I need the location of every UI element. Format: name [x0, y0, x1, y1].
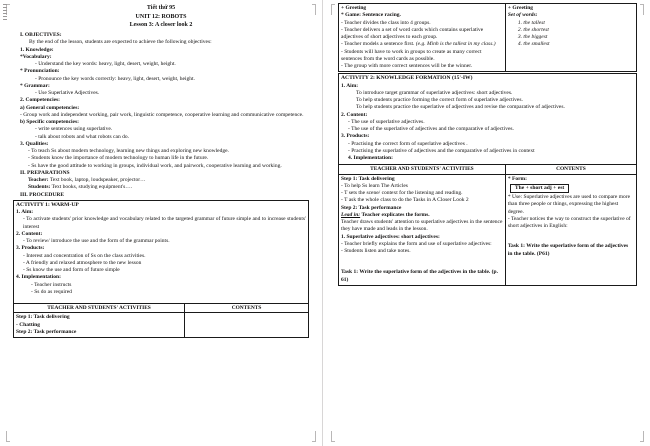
activity-2-content-item-0: - The use of superlative adjectives.	[348, 118, 425, 125]
preparations-teacher-value: Text book, laptop, loudspeaker, projector…	[49, 177, 146, 184]
activity-1-continued-row	[339, 4, 637, 72]
grammar-item: - Use Superlative Adjectives.	[35, 90, 100, 97]
activity-1-title: ACTIVITY 1: WARM-UP	[16, 201, 79, 208]
activity-2-implementation-heading: 4. Implementation:	[348, 155, 393, 162]
continued-model-example: (e.g. Minh is the tallest in my class.)	[415, 41, 496, 48]
continued-game: * Game: Sentence racing.	[341, 12, 401, 19]
registration-dots	[3, 4, 7, 20]
word-item-3: 4. the smallest	[517, 41, 550, 48]
use-text: * Use: Superlative adjectives are used to compare more than three people or things, expressing the highest degree.	[507, 194, 631, 215]
form-box-wrapper	[508, 183, 634, 194]
activity-1-products-item-0: - Interest and concentration of Ss on the class activities.	[23, 252, 146, 259]
activity-1-products-item-1: - A friendly and relaxed atmosphere to the new lesson	[23, 259, 142, 266]
doc-header-line-1: Tiết thứ 95	[146, 5, 176, 11]
activity-2-aim-heading: 1. Aim:	[341, 82, 359, 89]
activity-1-contents-cell	[185, 313, 309, 338]
activity-1-box	[13, 200, 309, 303]
grammar-heading: * Grammar:	[20, 82, 50, 89]
notice-text: - Teacher notices the way to construct the superlative of short adjectives in English:	[507, 215, 631, 230]
activity-2-box	[338, 73, 637, 164]
activity-1-aim-heading: 1. Aim:	[16, 209, 34, 216]
page-right-sheet	[335, 0, 640, 446]
activity-2-lead-in-text: Teacher explicates the forms.	[361, 211, 430, 218]
activity-2-col-activities-header: TEACHER AND STUDENTS' ACTIVITIES	[339, 165, 506, 174]
word-item-1: 2. the shortest	[517, 26, 549, 33]
activity-1-table-header-row	[14, 304, 309, 313]
activity-1-implementation-heading: 4. Implementation:	[16, 274, 61, 281]
page-left-sheet	[10, 0, 312, 446]
activity-2-col-contents-header: CONTENTS	[505, 165, 636, 174]
qualities-item-1: - Students know the importance of modern technology to human life in the future.	[28, 155, 209, 162]
qualities-item-0: - To teach Ss about modern technology, learning new things and exploring new knowledge.	[28, 148, 229, 155]
word-item-2: 3. the biggest	[517, 34, 548, 40]
preparations-students-label: Students:	[28, 184, 51, 191]
pronunciation-heading: * Pronunciation:	[20, 68, 60, 75]
activity-2-step-1: Step 1: Task delivering	[341, 175, 395, 182]
form-box: The + short adj + est	[510, 184, 569, 193]
activity-2-products-item-0: - Practising the correct form of superlative adjectives .	[348, 140, 468, 147]
activity-2-table-header-row	[339, 165, 637, 174]
continued-line-2-text: - Teacher models a sentence first.	[341, 41, 416, 48]
activity-1-col-contents-header: CONTENTS	[185, 304, 309, 313]
continued-line-3: - Students will have to work in groups to create as many correct sentences from the word cards as possible.	[341, 48, 482, 62]
vocabulary-heading: *Vocabulary:	[20, 53, 52, 60]
specific-competencies-item-0: - write sentences using superlative.	[35, 126, 113, 133]
activity-2-lead-in	[341, 212, 503, 219]
activity-2-lead-in-label: Lead in:	[341, 211, 361, 218]
continued-line-2	[341, 41, 503, 48]
set-of-words-list	[508, 20, 634, 49]
preparations-students	[13, 184, 309, 191]
activity-2-step-1-item-0: - To help Ss learn The Articles	[341, 182, 408, 189]
competencies-heading: 2. Competencies:	[20, 97, 61, 104]
page-left	[0, 0, 322, 446]
activity-2-aim-item-0: To introduce target grammar of superlative adjectives: short adjectives.	[356, 89, 513, 96]
activity-2-task-1-contents: Task 1: Write the superlative form of the adjectives in the table. (P61)	[507, 243, 629, 257]
activity-1-implementation-item-1: - Ss do as required	[31, 288, 72, 295]
activity-1-implementation-item-0: - Teacher instructs	[31, 281, 72, 288]
activity-2-aim-item-1: To help students practice forming the correct form of superlative adjectives.	[356, 97, 523, 104]
continued-greeting: + Greeting	[341, 5, 367, 11]
preparations-students-value: Text books, studying equipment's….	[51, 184, 133, 191]
qualities-item-2: - Ss have the good attitude to working in groups, individual work, and pairwork, cooperative learning and working.	[28, 162, 282, 169]
continued-line-1: - Teacher delivers a set of word cards which contains superlative adjectives of short adjectives to each group.	[341, 26, 484, 40]
continued-line-0: - Teacher divides the class into 4 groups.	[341, 19, 431, 26]
activity-2-table-row	[339, 174, 637, 285]
pronunciation-item: - Pronounce the key words correctly: heavy, light, desert, weight, height.	[35, 75, 195, 82]
activity-1-continued-table	[338, 3, 637, 72]
activity-1-chatting: - Chatting	[16, 321, 40, 328]
continued-line-4: - The group with more correct sentences will be the winner.	[341, 63, 473, 69]
activity-2-aim-item-2: To help students practice the superlative of adjectives and revise the comparative of adjectives.	[356, 104, 565, 111]
activity-2-step-2: Step 2: Task performance	[341, 204, 402, 211]
page-right-body	[335, 0, 640, 286]
activity-2-point-1-item-0: - Teacher briefly explains the form and use of superlative adjectives:	[341, 240, 492, 247]
activity-2-title: ACTIVITY 2: KNOWLEDGE FORMATION (15'-IW)	[341, 75, 473, 82]
qualities-heading: 3. Qualities:	[20, 140, 49, 147]
knowledge-heading: 1. Knowledge:	[20, 46, 54, 53]
activity-2-content-item-1: - The use of the superlative of adjectives and the comparative of adjectives.	[348, 126, 514, 133]
activity-1-step-2: Step 2: Task performance	[16, 328, 77, 335]
general-competencies-heading: a) General competencies:	[20, 104, 80, 111]
word-item-0: 1. the tallest	[517, 19, 545, 26]
doc-header-line-3: Lesson 3: A closer look 2	[129, 22, 193, 29]
preparations-teacher	[13, 177, 309, 184]
activity-1-activities-cell	[14, 313, 185, 338]
activity-1-products-heading: 3. Products:	[16, 245, 45, 252]
activity-1-continued-contents-cell	[505, 4, 636, 72]
set-of-words-label: Set of words:	[507, 12, 538, 19]
activity-1-aim-item: - To activate students' prior knowledge and vocabulary related to the targeted grammar of future simple and to increase students' interest	[23, 216, 306, 230]
activity-1-content-heading: 2. Content:	[16, 230, 43, 237]
activity-1-products-item-2: - Ss know the use and form of future simple	[23, 267, 120, 274]
activity-1-content-item: - To review/ introduce the use and the form of the grammar points.	[23, 238, 170, 245]
activity-1-col-activities-header: TEACHER AND STUDENTS' ACTIVITIES	[14, 304, 185, 313]
activity-2-task-1-activities: Task 1: Write the superlative form of the adjectives in the table. (p. 61)	[341, 269, 498, 283]
activity-2-content-heading: 2. Content:	[341, 111, 368, 118]
page-left-body	[10, 0, 312, 338]
form-label: * Form:	[507, 175, 527, 182]
objectives-intro: By the end of the lesson, students are expected to achieve the following objectives:	[29, 39, 212, 46]
activity-2-lead-in-body: Teacher draws students' attention to superlative adjectives in the sentence they have made and leads in the lesson.	[341, 219, 503, 233]
objectives-heading: I. OBJECTIVES:	[20, 32, 62, 39]
activity-1-table	[13, 303, 309, 338]
activity-2-products-heading: 3. Products:	[341, 133, 370, 140]
activity-2-step-1-item-1: - T sets the scene/ context for the listening and reading.	[341, 190, 463, 196]
specific-competencies-heading: b) Specific competencies:	[20, 119, 79, 126]
activity-2-point-1-heading: 1. Superlative adjectives: short adjectives:	[341, 233, 440, 240]
continued-contents-greeting: + Greeting	[507, 5, 534, 11]
activity-2-contents-cell	[505, 174, 636, 285]
preparations-heading: II. PREPARATIONS	[20, 169, 70, 176]
preparations-teacher-label: Teacher:	[28, 177, 49, 184]
activity-2-products-item-1: - Practising the superlative of adjectives and the comparative of adjectives in context	[348, 147, 535, 154]
specific-competencies-item-1: - talk about robots and what robots can do.	[35, 133, 129, 140]
general-competencies-item: - Group work and independent working, pair work, linguistic competence, cooperative learning and communicative competence.	[20, 111, 304, 118]
activity-1-table-row	[14, 313, 309, 338]
page-right	[322, 0, 650, 446]
activity-2-activities-cell	[339, 174, 506, 285]
activity-1-continued-activities-cell	[339, 4, 506, 72]
vocabulary-item: - Understand the key words: heavy, light, desert, weight, height.	[35, 61, 176, 68]
activity-2-step-1-item-2: - T ask the whole class to do the Tasks in A Closer Look 2	[341, 197, 469, 204]
doc-header-line-2: UNIT 12: ROBOTS	[135, 13, 187, 20]
activity-2-point-1-item-1: - Students listen and take notes.	[341, 248, 411, 254]
procedure-heading: III. PROCEDURE	[20, 191, 65, 198]
activity-2-table	[338, 164, 637, 285]
activity-1-step-1: Step 1: Task delivering	[16, 314, 70, 321]
